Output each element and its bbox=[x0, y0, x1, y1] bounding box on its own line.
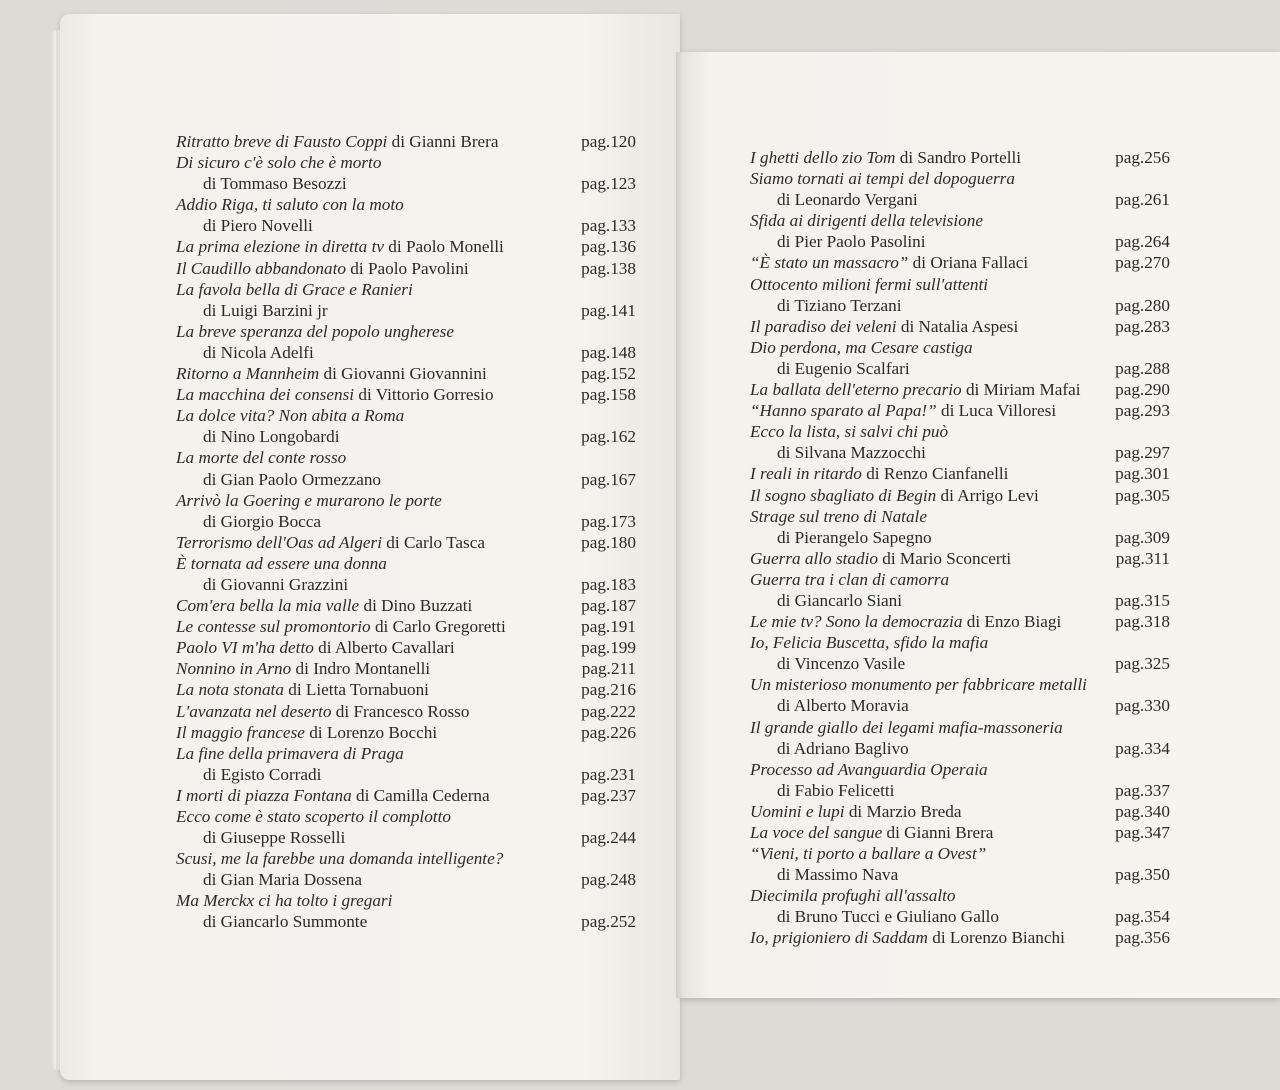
book-gutter bbox=[676, 52, 684, 998]
entry-page-number: pag.231 bbox=[581, 764, 636, 784]
entry-page-number: pag.318 bbox=[1115, 612, 1170, 632]
toc-entry bbox=[750, 632, 1170, 674]
entry-page-number: pag.297 bbox=[1115, 443, 1170, 463]
entry-page-number: pag.252 bbox=[581, 912, 636, 932]
entry-title: Sfida ai dirigenti della televisione bbox=[750, 211, 983, 231]
left-table-of-contents bbox=[176, 131, 636, 933]
entry-author: di Carlo Tasca bbox=[386, 532, 485, 552]
toc-entry bbox=[176, 194, 636, 236]
entry-author: di Alberto Cavallari bbox=[318, 638, 455, 658]
toc-entry bbox=[176, 152, 636, 194]
toc-entry bbox=[750, 168, 1170, 210]
toc-entry bbox=[750, 252, 1170, 273]
entry-author: di Eugenio Scalfari bbox=[777, 358, 910, 378]
entry-title: Il sogno sbagliato di Begin bbox=[750, 485, 937, 505]
toc-entry bbox=[176, 595, 636, 616]
entry-title: Addio Riga, ti saluto con la moto bbox=[176, 195, 404, 215]
toc-entry bbox=[176, 384, 636, 405]
entry-author: di Renzo Cianfanelli bbox=[866, 464, 1009, 484]
entry-title: Ottocento milioni fermi sull'attenti bbox=[750, 274, 989, 294]
entry-title: Io, prigioniero di Saddam bbox=[750, 928, 928, 948]
entry-title: Terrorismo dell'Oas ad Algeri bbox=[176, 532, 382, 552]
entry-title: “Hanno sparato al Papa!” bbox=[750, 401, 937, 421]
entry-page-number: pag.211 bbox=[581, 659, 636, 679]
toc-entry bbox=[750, 210, 1170, 252]
entry-title: La morte del conte rosso bbox=[176, 448, 347, 468]
entry-author: di Nicola Adelfi bbox=[203, 342, 314, 362]
entry-page-number: pag.162 bbox=[581, 427, 636, 447]
entry-page-number: pag.261 bbox=[1115, 190, 1170, 210]
entry-author: di Marzio Breda bbox=[848, 801, 962, 821]
entry-page-number: pag.311 bbox=[1115, 548, 1170, 568]
entry-author: di Adriano Baglivo bbox=[777, 738, 909, 758]
toc-entry bbox=[750, 274, 1170, 316]
entry-title: Il grande giallo dei legami mafia-massoneria bbox=[750, 717, 1063, 737]
toc-entry bbox=[176, 363, 636, 384]
entry-page-number: pag.120 bbox=[581, 132, 636, 151]
toc-entry bbox=[176, 637, 636, 658]
entry-author: di Sandro Portelli bbox=[899, 148, 1022, 167]
toc-entry bbox=[750, 822, 1170, 843]
entry-title: La ballata dell'eterno precario bbox=[750, 380, 962, 400]
entry-title: Le mie tv? Sono la democrazia bbox=[750, 612, 963, 632]
entry-title: Uomini e lupi bbox=[750, 801, 845, 821]
entry-page-number: pag.180 bbox=[581, 532, 636, 552]
toc-entry bbox=[750, 548, 1170, 569]
entry-page-number: pag.248 bbox=[581, 870, 636, 890]
entry-page-number: pag.256 bbox=[1115, 148, 1170, 167]
entry-page-number: pag.337 bbox=[1115, 780, 1170, 800]
entry-title: Com'era bella la mia valle bbox=[176, 596, 360, 616]
entry-author: di Vittorio Gorresio bbox=[358, 385, 494, 405]
entry-page-number: pag.158 bbox=[581, 385, 636, 405]
entry-page-number: pag.237 bbox=[581, 785, 636, 805]
entry-title: È tornata ad essere una donna bbox=[176, 553, 387, 573]
toc-entry bbox=[176, 131, 636, 152]
entry-page-number: pag.330 bbox=[1115, 696, 1170, 716]
entry-page-number: pag.136 bbox=[581, 237, 636, 257]
entry-page-number: pag.290 bbox=[1115, 380, 1170, 400]
entry-title: Processo ad Avanguardia Operaia bbox=[750, 759, 988, 779]
entry-page-number: pag.334 bbox=[1115, 738, 1170, 758]
entry-page-number: pag.133 bbox=[581, 216, 636, 236]
entry-page-number: pag.305 bbox=[1115, 485, 1170, 505]
entry-page-number: pag.191 bbox=[581, 617, 636, 637]
toc-entry bbox=[750, 717, 1170, 759]
entry-title: Il paradiso dei veleni bbox=[750, 316, 897, 336]
toc-entry bbox=[750, 885, 1170, 927]
entry-title: Diecimila profughi all'assalto bbox=[750, 886, 956, 906]
entry-title: La prima elezione in diretta tv bbox=[176, 237, 384, 257]
entry-author: di Lorenzo Bianchi bbox=[932, 928, 1065, 948]
entry-page-number: pag.315 bbox=[1115, 590, 1170, 610]
entry-title: Ecco come è stato scoperto il complotto bbox=[176, 807, 451, 826]
toc-entry bbox=[750, 379, 1170, 400]
entry-page-number: pag.280 bbox=[1115, 295, 1170, 315]
entry-author: di Gian Paolo Ormezzano bbox=[203, 469, 382, 489]
entry-author: di Leonardo Vergani bbox=[777, 190, 918, 210]
entry-title: Paolo VI m'ha detto bbox=[176, 638, 314, 658]
toc-entry bbox=[750, 147, 1170, 168]
entry-page-number: pag.347 bbox=[1115, 823, 1170, 842]
entry-author: di Paolo Monelli bbox=[388, 237, 504, 257]
entry-author: di Pierangelo Sapegno bbox=[777, 527, 932, 547]
entry-title: Strage sul treno di Natale bbox=[750, 506, 927, 526]
toc-entry bbox=[176, 532, 636, 553]
entry-title: La nota stonata bbox=[176, 680, 284, 700]
entry-author: di Arrigo Levi bbox=[940, 485, 1039, 505]
entry-title: Di sicuro c'è solo che è morto bbox=[176, 153, 382, 173]
toc-entry bbox=[176, 785, 636, 806]
toc-entry bbox=[176, 447, 636, 489]
entry-author: di Giancarlo Summonte bbox=[203, 912, 368, 932]
entry-author: di Silvana Mazzocchi bbox=[777, 443, 926, 463]
toc-entry bbox=[750, 843, 1170, 885]
toc-entry bbox=[750, 927, 1170, 948]
entry-author: di Bruno Tucci e Giuliano Gallo bbox=[777, 907, 999, 927]
entry-title: La breve speranza del popolo ungherese bbox=[176, 321, 454, 341]
entry-author: di Mario Sconcerti bbox=[882, 548, 1012, 568]
entry-author: di Egisto Corradi bbox=[203, 764, 322, 784]
entry-title: Il Caudillo abbandonato bbox=[176, 258, 346, 278]
entry-title: “È stato un massacro” bbox=[750, 253, 909, 273]
entry-author: di Lorenzo Bocchi bbox=[309, 722, 438, 742]
entry-title: Nonnino in Arno bbox=[176, 659, 292, 679]
toc-entry bbox=[176, 236, 636, 257]
entry-page-number: pag.270 bbox=[1115, 253, 1170, 273]
entry-page-number: pag.199 bbox=[581, 638, 636, 658]
toc-entry bbox=[176, 848, 636, 890]
entry-title: Guerra allo stadio bbox=[750, 548, 878, 568]
entry-page-number: pag.309 bbox=[1115, 527, 1170, 547]
toc-entry bbox=[176, 722, 636, 743]
toc-entry bbox=[176, 616, 636, 637]
toc-entry bbox=[750, 485, 1170, 506]
entry-page-number: pag.216 bbox=[581, 680, 636, 700]
entry-title: I morti di piazza Fontana bbox=[176, 785, 352, 805]
entry-page-number: pag.138 bbox=[581, 258, 636, 278]
toc-entry bbox=[176, 258, 636, 279]
entry-title: La dolce vita? Non abita a Roma bbox=[176, 406, 405, 426]
toc-entry bbox=[176, 553, 636, 595]
entry-author: di Natalia Aspesi bbox=[900, 316, 1019, 336]
entry-title: Ma Merckx ci ha tolto i gregari bbox=[176, 891, 393, 911]
entry-page-number: pag.187 bbox=[581, 596, 636, 616]
toc-entry bbox=[750, 337, 1170, 379]
right-table-of-contents bbox=[750, 147, 1170, 949]
toc-entry bbox=[750, 801, 1170, 822]
entry-author: di Giovanni Giovannini bbox=[323, 364, 487, 384]
entry-title: Ecco la lista, si salvi chi può bbox=[750, 422, 949, 442]
entry-author: di Miriam Mafai bbox=[965, 380, 1081, 400]
entry-author: di Alberto Moravia bbox=[777, 696, 909, 716]
entry-title: Arrivò la Goering e murarono le porte bbox=[176, 490, 442, 510]
entry-author: di Gianni Brera bbox=[391, 132, 499, 151]
entry-author: di Francesco Rosso bbox=[335, 701, 470, 721]
entry-page-number: pag.141 bbox=[581, 300, 636, 320]
entry-author: di Giovanni Grazzini bbox=[203, 574, 349, 594]
entry-author: di Nino Longobardi bbox=[203, 427, 340, 447]
toc-entry bbox=[750, 400, 1170, 421]
entry-author: di Camilla Cederna bbox=[356, 785, 490, 805]
entry-page-number: pag.354 bbox=[1115, 907, 1170, 927]
toc-entry bbox=[176, 405, 636, 447]
entry-page-number: pag.350 bbox=[1115, 865, 1170, 885]
toc-entry bbox=[176, 701, 636, 722]
toc-entry bbox=[750, 463, 1170, 484]
entry-title: Le contesse sul promontorio bbox=[176, 617, 371, 637]
entry-author: di Piero Novelli bbox=[203, 216, 313, 236]
entry-title: La voce del sangue bbox=[750, 823, 883, 842]
entry-page-number: pag.325 bbox=[1115, 654, 1170, 674]
entry-author: di Indro Montanelli bbox=[295, 659, 431, 679]
entry-author: di Giorgio Bocca bbox=[203, 511, 322, 531]
entry-title: Guerra tra i clan di camorra bbox=[750, 569, 950, 589]
entry-author: di Lietta Tornabuoni bbox=[288, 680, 429, 700]
toc-entry bbox=[750, 421, 1170, 463]
toc-entry bbox=[750, 611, 1170, 632]
entry-author: di Gianni Brera bbox=[886, 823, 994, 842]
entry-page-number: pag.226 bbox=[581, 722, 636, 742]
entry-author: di Tommaso Besozzi bbox=[203, 174, 347, 194]
entry-title: “Vieni, ti porto a ballare a Ovest” bbox=[750, 844, 987, 864]
entry-title: Scusi, me la farebbe una domanda intelligente? bbox=[176, 849, 504, 869]
entry-title: Ritorno a Mannheim bbox=[176, 364, 320, 384]
entry-author: di Giuseppe Rosselli bbox=[203, 828, 346, 848]
entry-title: I ghetti dello zio Tom bbox=[750, 148, 896, 167]
entry-title: Io, Felicia Buscetta, sfido la mafia bbox=[750, 633, 989, 653]
entry-page-number: pag.283 bbox=[1115, 316, 1170, 336]
toc-entry bbox=[176, 806, 636, 848]
entry-page-number: pag.340 bbox=[1115, 801, 1170, 821]
entry-title: Un misterioso monumento per fabbricare metalli bbox=[750, 675, 1087, 695]
entry-author: di Enzo Biagi bbox=[966, 612, 1062, 632]
entry-title: Ritratto breve di Fausto Coppi bbox=[176, 132, 388, 151]
toc-entry bbox=[176, 658, 636, 679]
entry-title: La macchina dei consensi bbox=[176, 385, 355, 405]
entry-title: La fine della primavera di Praga bbox=[176, 743, 404, 763]
entry-page-number: pag.293 bbox=[1115, 401, 1170, 421]
toc-entry bbox=[750, 316, 1170, 337]
toc-entry bbox=[176, 890, 636, 932]
entry-page-number: pag.152 bbox=[581, 364, 636, 384]
entry-page-number: pag.183 bbox=[581, 574, 636, 594]
entry-author: di Pier Paolo Pasolini bbox=[777, 232, 926, 252]
entry-page-number: pag.148 bbox=[581, 342, 636, 362]
entry-author: di Massimo Nava bbox=[777, 865, 899, 885]
entry-page-number: pag.167 bbox=[581, 469, 636, 489]
toc-entry bbox=[750, 759, 1170, 801]
entry-author: di Fabio Felicetti bbox=[777, 780, 895, 800]
entry-title: I reali in ritardo bbox=[750, 464, 862, 484]
toc-entry bbox=[176, 279, 636, 321]
entry-page-number: pag.244 bbox=[581, 828, 636, 848]
entry-author: di Luca Villoresi bbox=[941, 401, 1057, 421]
entry-page-number: pag.123 bbox=[581, 174, 636, 194]
toc-entry bbox=[176, 490, 636, 532]
entry-author: di Carlo Gregoretti bbox=[374, 617, 506, 637]
entry-page-number: pag.222 bbox=[581, 701, 636, 721]
entry-author: di Vincenzo Vasile bbox=[777, 654, 906, 674]
entry-author: di Oriana Fallaci bbox=[912, 253, 1029, 273]
entry-author: di Tiziano Terzani bbox=[777, 295, 902, 315]
entry-title: La favola bella di Grace e Ranieri bbox=[176, 279, 413, 299]
toc-entry bbox=[176, 321, 636, 363]
entry-page-number: pag.173 bbox=[581, 511, 636, 531]
entry-page-number: pag.288 bbox=[1115, 358, 1170, 378]
toc-entry bbox=[750, 674, 1170, 716]
entry-title: Il maggio francese bbox=[176, 722, 305, 742]
entry-title: L'avanzata nel deserto bbox=[176, 701, 332, 721]
entry-author: di Gian Maria Dossena bbox=[203, 870, 362, 890]
toc-entry bbox=[176, 679, 636, 700]
toc-entry bbox=[176, 743, 636, 785]
entry-title: Dio perdona, ma Cesare castiga bbox=[750, 337, 973, 357]
entry-author: di Dino Buzzati bbox=[363, 596, 473, 616]
entry-author: di Paolo Pavolini bbox=[350, 258, 469, 278]
entry-author: di Luigi Barzini jr bbox=[203, 300, 328, 320]
entry-page-number: pag.301 bbox=[1115, 464, 1170, 484]
entry-page-number: pag.356 bbox=[1115, 928, 1170, 948]
entry-title: Siamo tornati ai tempi del dopoguerra bbox=[750, 169, 1015, 189]
entry-author: di Giancarlo Siani bbox=[777, 590, 903, 610]
entry-page-number: pag.264 bbox=[1115, 232, 1170, 252]
toc-entry bbox=[750, 569, 1170, 611]
toc-entry bbox=[750, 506, 1170, 548]
